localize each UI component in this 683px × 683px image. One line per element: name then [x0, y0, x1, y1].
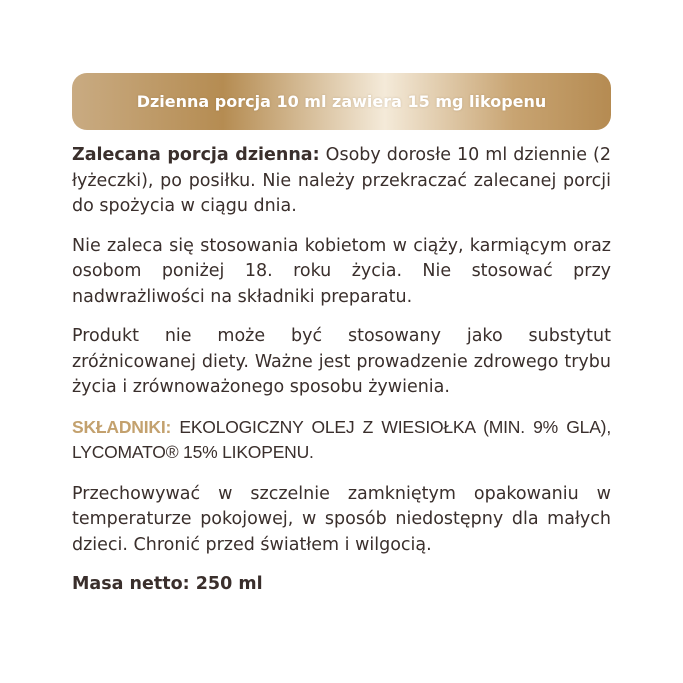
dosage-text: Osoby dorosłe 10 ml dziennie (2 łyżeczki), po posiłku. Nie należy przekraczać zalecanej porcji do spożycia w ciągu dnia. [72, 145, 611, 216]
net-mass: Masa netto: 250 ml [72, 574, 263, 594]
ingredients-paragraph [72, 415, 611, 466]
ingredients-label: SKŁADNIKI: [72, 416, 172, 437]
label-content [72, 143, 611, 598]
warning-paragraph: Nie zaleca się stosowania kobietom w ciąży, karmiącym oraz osobom poniżej 18. roku życia. Nie stosować przy nadwrażliwości na składniki preparatu. [72, 235, 611, 307]
header-banner [72, 73, 611, 130]
banner-title: Dzienna porcja 10 ml zawiera 15 mg likopenu [136, 92, 547, 111]
dosage-label: Zalecana porcja dzienna: [72, 145, 320, 165]
ingredients-text: EKOLOGICZNY OLEJ Z WIESIOŁKA (MIN. 9% GLA), LYCOMATO® 15% LIKOPENU. [72, 416, 611, 462]
storage-paragraph: Przechowywać w szczelnie zamkniętym opakowaniu w temperaturze pokojowej, w sposób niedostępny dla małych dzieci. Chronić przed światłem i wilgocią. [72, 483, 611, 555]
diet-note-paragraph: Produkt nie może być stosowany jako substytut zróżnicowanej diety. Ważne jest prowadzenie zdrowego trybu życia i zrównoważonego sposobu żywienia. [72, 326, 611, 397]
dosage-paragraph [72, 143, 611, 220]
